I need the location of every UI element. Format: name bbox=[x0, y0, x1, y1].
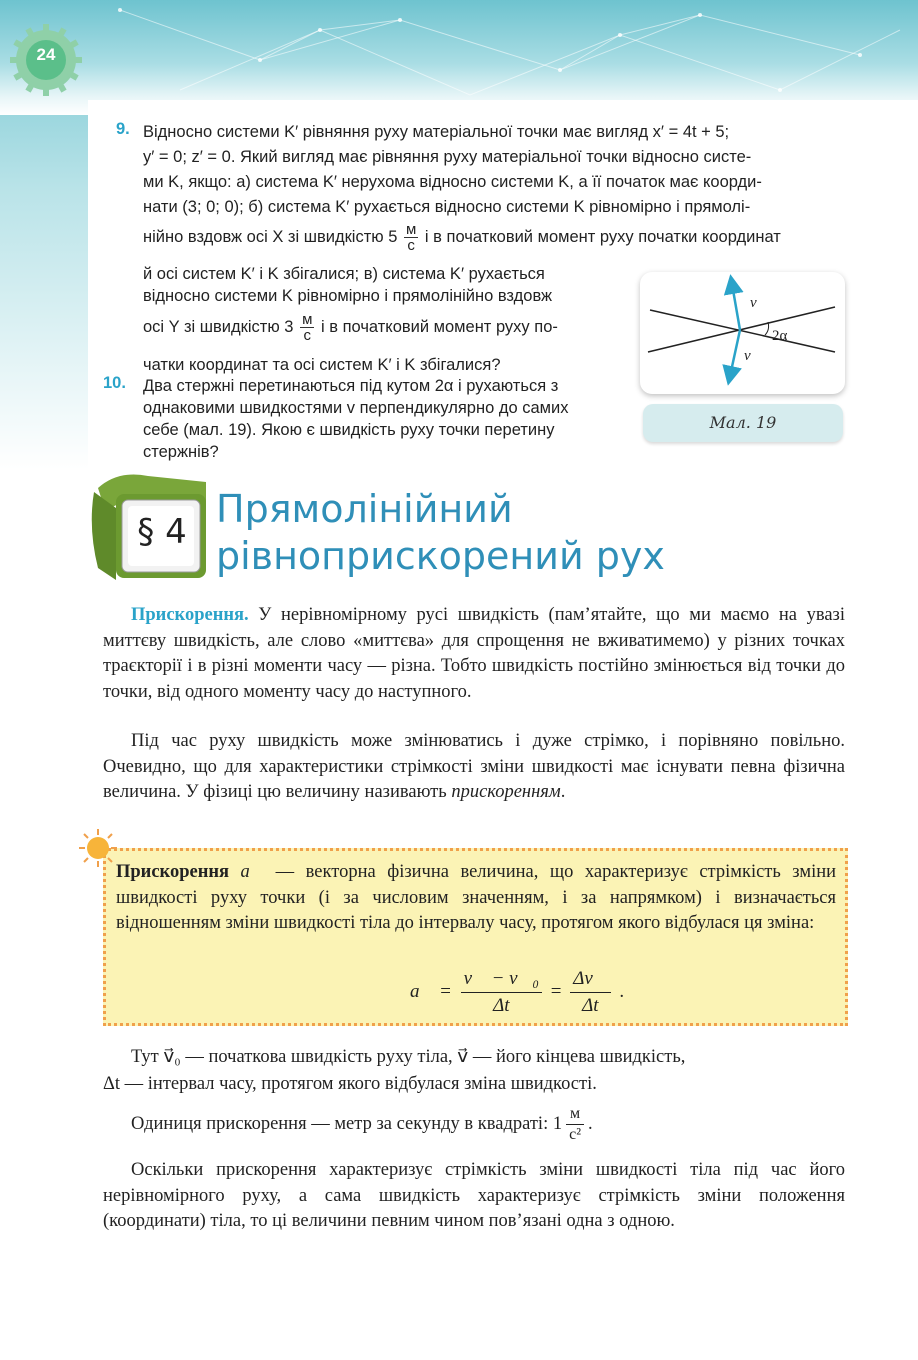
header-background bbox=[0, 0, 918, 115]
paragraph-lead: Прискорення. bbox=[131, 605, 249, 625]
section-title bbox=[216, 486, 665, 580]
task-10-line: однаковими швидкостями v перпендикулярно до самих bbox=[143, 399, 569, 417]
angle-label: 2α bbox=[772, 328, 788, 344]
formula-equals: = bbox=[550, 980, 562, 1002]
section-title-line: рівноприскорений рух bbox=[216, 534, 665, 578]
unit-denominator: с² bbox=[569, 1126, 581, 1143]
task-9-line bbox=[143, 312, 619, 343]
crossing-rods-diagram bbox=[640, 272, 845, 394]
task-9-line: відносно системи K рівномірно і прямолінійно вздовж bbox=[143, 287, 553, 305]
task-10-line: стержнів? bbox=[143, 443, 219, 461]
page-number: 24 bbox=[36, 45, 56, 64]
definition-term: Прискорення bbox=[116, 862, 230, 882]
formula-denominator: Δt bbox=[582, 995, 599, 1016]
task-9-line-text: осі Y зі швидкістю 3 bbox=[143, 317, 294, 336]
task-9-line bbox=[143, 222, 845, 253]
paragraph-text: Під час руху швидкість може змінюватись і дуже стрімко, і порівняно повільно. Очевидно, що для характеристики стрімкості зміни швидкості має існувати певна фізична величина. У фізиці цю величину називають bbox=[103, 731, 845, 802]
unit-numerator: м bbox=[406, 221, 417, 238]
formula-explanation-line: Δt — інтервал часу, протягом якого відбулася зміна швидкості. bbox=[103, 1074, 597, 1094]
velocity-label: v bbox=[744, 348, 751, 364]
formula-lhs: a⃗ = bbox=[410, 980, 452, 1002]
task-9-line: й осі систем K′ і K збігалися; в) система K′ рухається bbox=[143, 265, 545, 283]
paragraph-conclusion: Оскільки прискорення характеризує стрімкість зміни швидкості тіла під час його нерівномірного руху, а сама швидкість характеризує стрімкість зміни положення (координати) тіла, то ці величини певним чином пов’язані одна з одною. bbox=[103, 1160, 845, 1231]
task-number: 9. bbox=[116, 120, 130, 138]
paragraph-acceleration-intro bbox=[103, 603, 845, 705]
paragraph-speed-change bbox=[103, 729, 845, 806]
rod-line bbox=[650, 310, 835, 352]
velocity-arrow bbox=[732, 284, 740, 330]
task-10-line: себе (мал. 19). Якою є швидкість руху точки перетину bbox=[143, 421, 555, 439]
speed-unit-fraction bbox=[404, 222, 418, 253]
task-9-line-text: нійно вздовж осі X зі швидкістю 5 bbox=[143, 227, 398, 246]
unit-paragraph bbox=[131, 1104, 845, 1145]
task-9-line-text: і в початковий момент руху по- bbox=[320, 317, 558, 336]
section-number: § 4 bbox=[137, 512, 187, 552]
task-9-line: нати (3; 0; 0); б) система K′ рухається відносно системи K рівномірно і прямолі- bbox=[143, 198, 751, 216]
task-9-line: y′ = 0; z′ = 0. Який вигляд має рівняння руху матеріальної точки відносно систе- bbox=[143, 148, 752, 166]
task-9-line-text: і в початковий момент руху початки координат bbox=[424, 227, 781, 246]
formula-numerator: v⃗ − v⃗₀ bbox=[461, 966, 542, 993]
speed-unit-fraction bbox=[300, 312, 314, 343]
unit-denominator: с bbox=[303, 327, 311, 344]
task-9-line: чатки координат та осі систем K′ і K збігалися? bbox=[143, 356, 501, 374]
task-9-line: Відносно системи K′ рівняння руху матеріальної точки має вигляд x′ = 4t + 5; bbox=[143, 123, 730, 141]
task-number: 10. bbox=[103, 374, 126, 392]
task-9-line: ми K, якщо: а) система K′ нерухома відносно системи K, а її початок має коорди- bbox=[143, 173, 762, 191]
figure-caption: Мал. 19 bbox=[643, 404, 843, 442]
definition-symbol: a⃗ bbox=[240, 862, 265, 882]
paragraph-italic-term: прискоренням bbox=[451, 782, 561, 802]
paragraph-text: . bbox=[588, 1113, 593, 1134]
paragraph-text: . bbox=[560, 782, 566, 802]
paragraph-text: У нерівномірному русі швидкість (пам’ятайте, що ми маємо на увазі миттєву швидкість, але слово «миттєва» для спрощення не вживатимемо) у різних точках траєкторії і в різні моменти часу — різна. Тобто швидкість постійно змінюється від точки до точки, від одного моменту часу до наступного. bbox=[103, 605, 845, 702]
formula-fraction bbox=[461, 966, 542, 1019]
acceleration-formula bbox=[410, 966, 624, 1019]
formula-explanation-line: Тут v⃗₀ — початкова швидкість руху тіла, v⃗ — його кінцева швидкість, bbox=[131, 1047, 686, 1067]
unit-numerator: м bbox=[302, 311, 313, 328]
unit-denominator: с bbox=[407, 237, 415, 254]
task-10-line: Два стержні перетинаються під кутом 2α і рухаються з bbox=[143, 377, 559, 395]
unit-numerator: м bbox=[566, 1104, 584, 1125]
section-title-line: Прямолінійний bbox=[216, 487, 513, 531]
unit-fraction bbox=[566, 1104, 584, 1145]
definition-text bbox=[116, 860, 836, 937]
paragraph-text: Одиниця прискорення — метр за секунду в квадраті: 1 bbox=[131, 1113, 563, 1134]
formula-denominator: Δt bbox=[493, 995, 510, 1016]
figure-19 bbox=[640, 272, 845, 394]
sun-icon bbox=[78, 828, 118, 868]
velocity-arrow bbox=[730, 330, 740, 376]
definition-body: — векторна фізична величина, що характеризує стрімкість зміни швидкості руху точки (і за числовим значенням, і за напрямком) і визначається відношенням зміни швидкості тіла до інтервалу часу, протягом якого відбулася ця зміна: bbox=[116, 862, 837, 933]
constellation-decoration bbox=[0, 0, 918, 115]
formula-end: . bbox=[619, 980, 625, 1002]
velocity-label: v bbox=[750, 295, 757, 311]
formula-numerator: Δv⃗ bbox=[570, 966, 610, 993]
formula-fraction bbox=[570, 966, 610, 1019]
